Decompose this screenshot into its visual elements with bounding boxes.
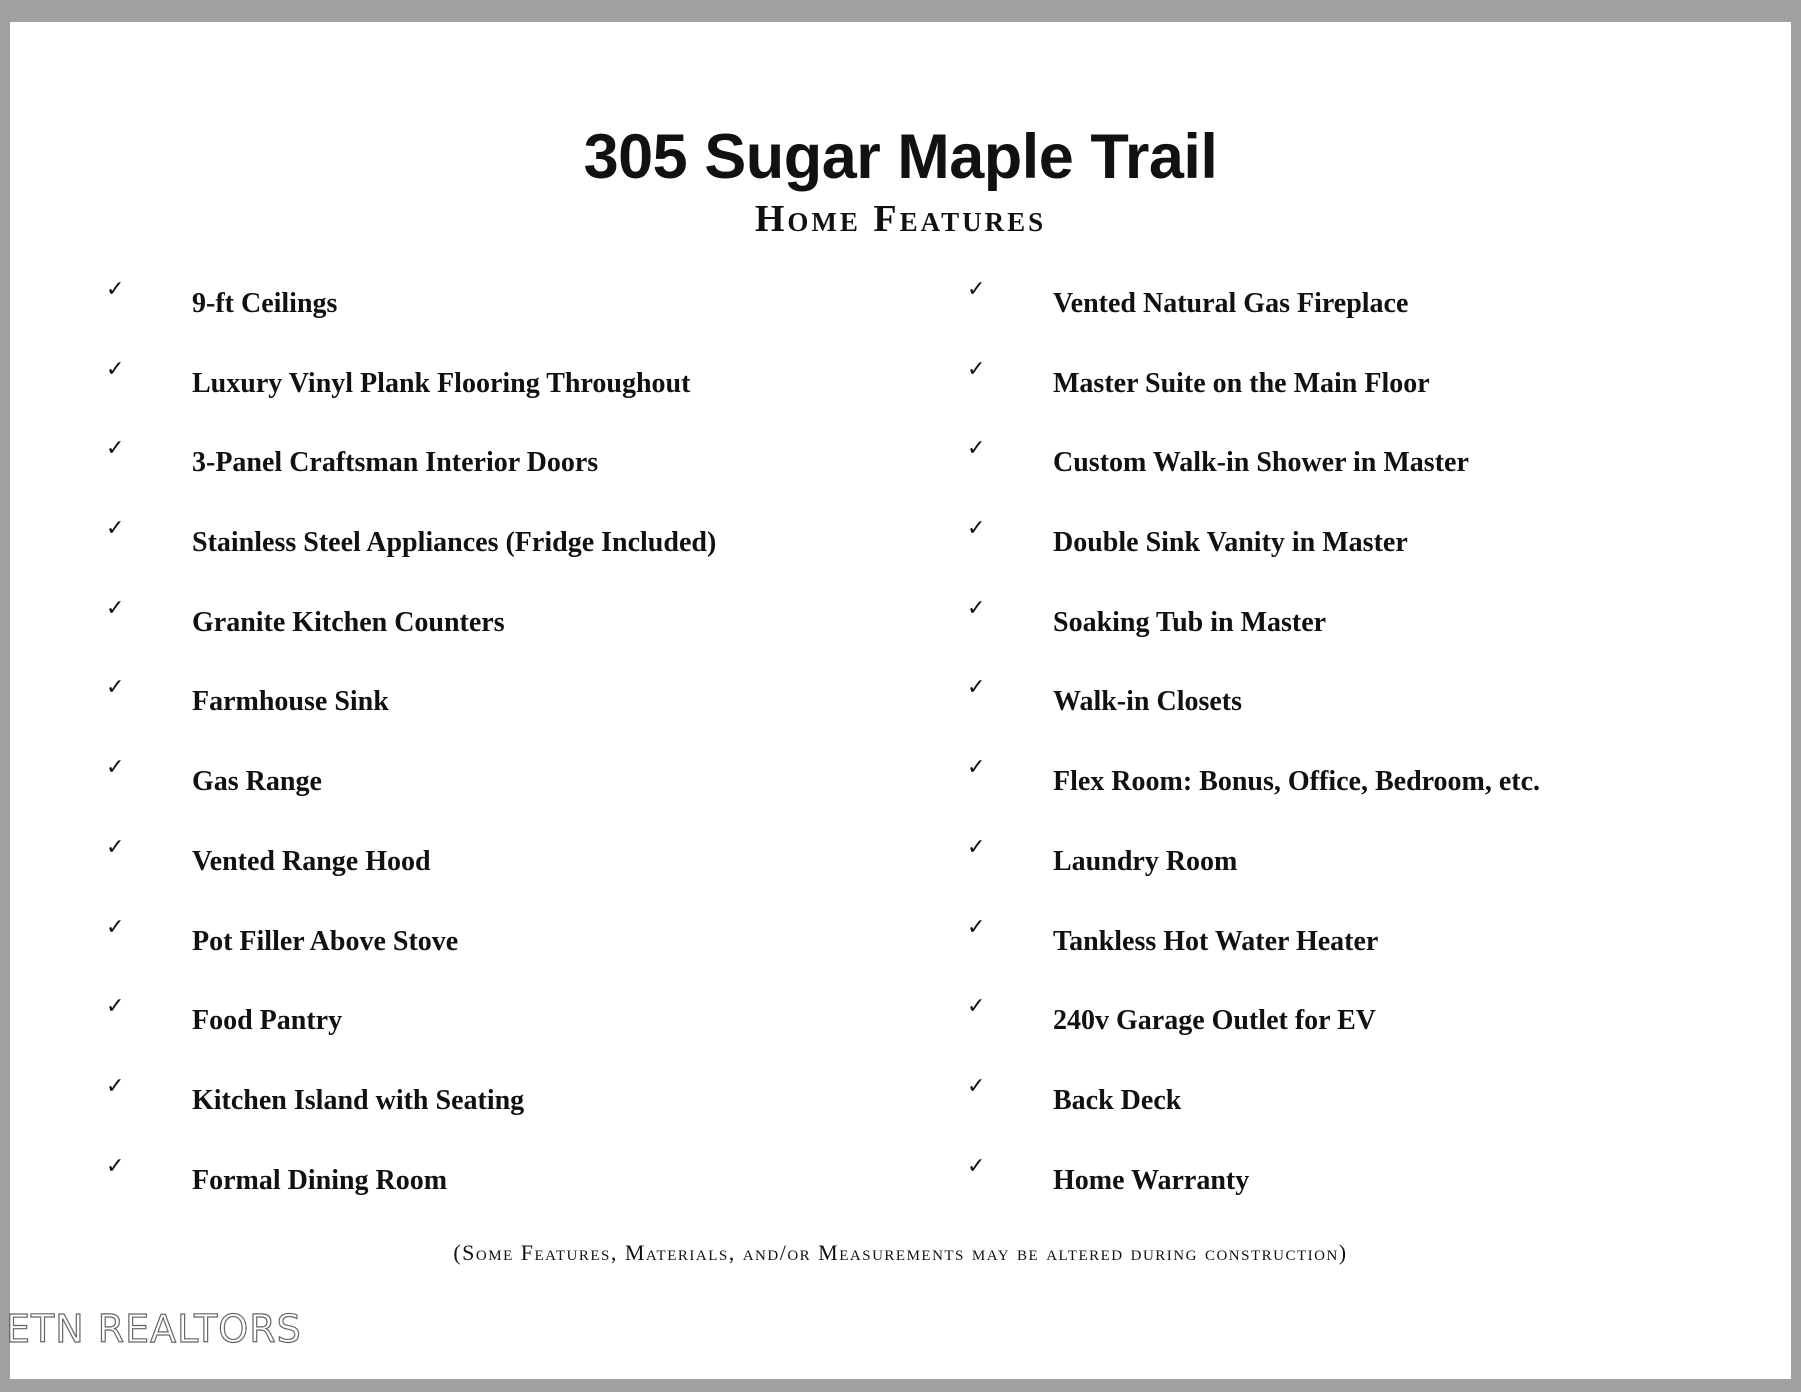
feature-item [967,270,1540,350]
feature-item [106,429,716,509]
feature-item [106,1067,716,1147]
feature-item [106,350,716,430]
feature-label: Pot Filler Above Stove [192,925,459,957]
feature-item [106,828,716,908]
feature-item [967,668,1540,748]
feature-label: Flex Room: Bonus, Office, Bedroom, etc. [1053,766,1541,798]
checkmark-icon: ✓ [967,516,986,542]
checkmark-icon: ✓ [967,356,986,382]
features-list-left [106,270,716,1226]
checkmark-icon: ✓ [967,436,986,462]
feature-item [967,1067,1540,1147]
feature-label: Custom Walk-in Shower in Master [1053,447,1469,479]
feature-label: Soaking Tub in Master [1053,606,1327,638]
checkmark-icon: ✓ [106,356,125,382]
checkmark-icon: ✓ [106,277,125,302]
feature-item [967,429,1540,509]
feature-item [967,509,1540,589]
feature-label: Master Suite on the Main Floor [1053,367,1430,399]
feature-item [967,828,1540,908]
feature-item [106,908,716,988]
checkmark-icon: ✓ [106,1153,125,1179]
checkmark-icon: ✓ [967,595,986,621]
checkmark-icon: ✓ [106,994,125,1020]
feature-label: Walk-in Closets [1053,686,1243,718]
feature-label: Laundry Room [1053,845,1238,877]
construction-disclaimer: (Some Features, Materials, and/or Measurements may be altered during construction) [453,1240,1348,1265]
checkmark-icon: ✓ [967,675,986,701]
page-subtitle: Home Features [754,198,1047,240]
checkmark-icon: ✓ [967,277,986,302]
checkmark-icon: ✓ [106,914,125,940]
feature-label: Tankless Hot Water Heater [1053,925,1379,957]
feature-label: Granite Kitchen Counters [192,606,505,638]
feature-label: 240v Garage Outlet for EV [1053,1005,1376,1037]
feature-item [967,350,1540,430]
checkmark-icon: ✓ [106,436,125,462]
feature-label: Kitchen Island with Seating [192,1084,525,1116]
feature-item [967,748,1540,828]
checkmark-icon: ✓ [106,1073,125,1099]
checkmark-icon: ✓ [106,516,125,542]
feature-label: Food Pantry [192,1005,343,1037]
feature-label: Vented Natural Gas Fireplace [1053,288,1409,319]
checkmark-icon: ✓ [967,1073,986,1099]
feature-item [967,987,1540,1067]
checkmark-icon: ✓ [967,914,986,940]
feature-item [106,1147,716,1227]
page-title: 305 Sugar Maple Trail [583,122,1218,192]
feature-item [106,987,716,1067]
feature-item [967,1147,1540,1227]
checkmark-icon: ✓ [106,595,125,621]
feature-item [967,589,1540,669]
feature-label: Back Deck [1053,1084,1182,1116]
checkmark-icon: ✓ [967,755,986,781]
feature-label: Formal Dining Room [192,1164,448,1196]
feature-label: Farmhouse Sink [192,686,389,718]
document-page [10,22,1791,1379]
feature-label: Home Warranty [1053,1164,1250,1196]
feature-item [106,668,716,748]
checkmark-icon: ✓ [106,834,125,860]
feature-item [106,589,716,669]
feature-label: 9-ft Ceilings [192,288,338,319]
feature-item [106,509,716,589]
checkmark-icon: ✓ [106,755,125,781]
feature-item [106,748,716,828]
feature-label: Stainless Steel Appliances (Fridge Included) [192,527,717,559]
feature-item [967,908,1540,988]
feature-label: Luxury Vinyl Plank Flooring Throughout [192,367,691,399]
features-list-right [967,270,1540,1226]
feature-label: Vented Range Hood [192,845,431,877]
checkmark-icon: ✓ [967,1153,986,1179]
feature-label: 3-Panel Craftsman Interior Doors [192,447,599,479]
checkmark-icon: ✓ [967,994,986,1020]
feature-label: Gas Range [192,766,322,798]
brand-watermark: ETN REALTORS [6,1307,302,1351]
feature-label: Double Sink Vanity in Master [1053,527,1408,559]
feature-item [106,270,716,350]
checkmark-icon: ✓ [106,675,125,701]
checkmark-icon: ✓ [967,834,986,860]
